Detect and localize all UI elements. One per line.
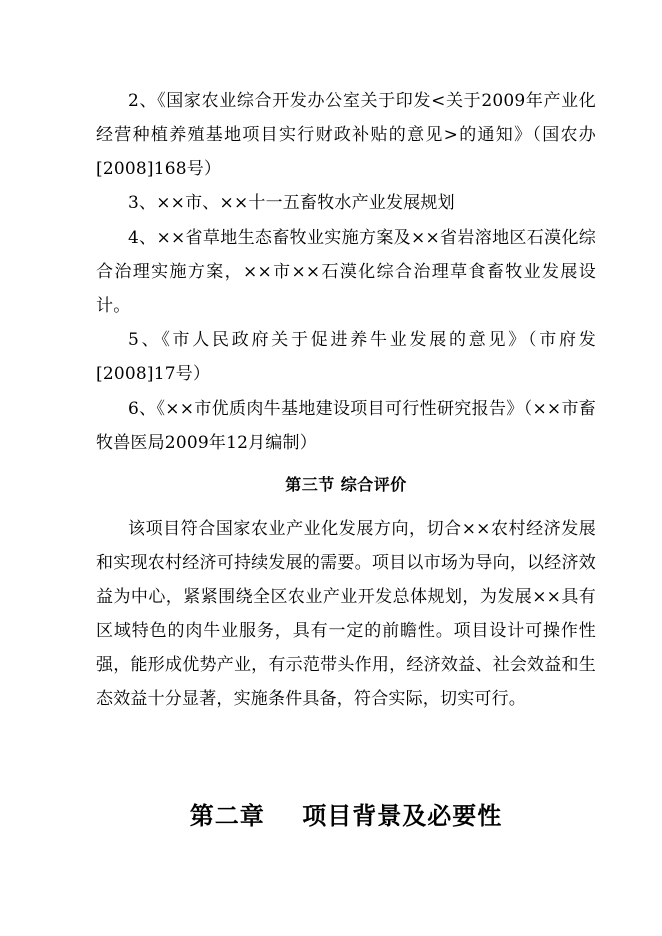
chapter-title: 第二章 项目背景及必要性 bbox=[189, 801, 503, 830]
reference-item-2: 2、《国家农业综合开发办公室关于印发<关于2009年产业化经营种植养殖基地项目实行财政补贴的意见>的通知》（国农办[2008]168号） bbox=[96, 91, 596, 179]
reference-item-5: 5、《市人民政府关于促进养牛业发展的意见》（市府发[2008]17号） bbox=[96, 330, 596, 384]
section-title: 第三节 综合评价 bbox=[285, 475, 407, 494]
section-body: 该项目符合国家农业产业化发展方向，切合××农村经济发展和实现农村经济可持续发展的需要。项目以市场为导向，以经济效益为中心，紧紧围绕全区农业产业开发总体规划，为发展××具有区域特色的肉牛业服务，具有一定的前瞻性。项目设计可操作性强，能形成优势产业，有示范带头作用，经济效益、社会效益和生态效益十分显著，实施条件具备，符合实际，切实可行。 bbox=[96, 519, 596, 709]
reference-item-4: 4、××省草地生态畜牧业实施方案及××省岩溶地区石漠化综合治理实施方案，××市××石漠化综合治理草食畜牧业发展设计。 bbox=[96, 228, 596, 316]
reference-item-6: 6、《××市优质肉牛基地建设项目可行性研究报告》（××市畜牧兽医局2009年12月编制） bbox=[96, 399, 596, 453]
reference-item-3: 3、××市、××十一五畜牧水产业发展规划 bbox=[128, 193, 455, 213]
